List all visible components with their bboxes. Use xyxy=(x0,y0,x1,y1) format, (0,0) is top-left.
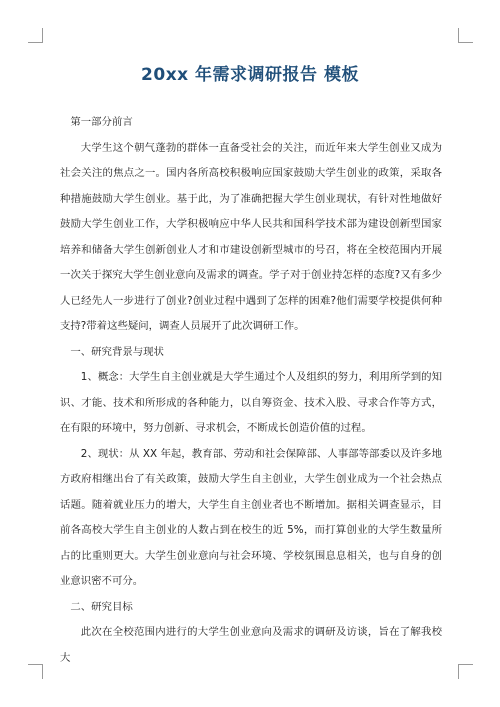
section-heading-background: 一、研究背景与现状 xyxy=(70,345,164,358)
section-heading-goals: 二、研究目标 xyxy=(70,600,133,613)
crop-mark-bottom-left xyxy=(28,664,43,679)
crop-mark-top-right xyxy=(458,28,473,43)
crop-mark-bottom-right xyxy=(458,664,473,679)
crop-mark-top-left xyxy=(28,28,43,43)
paragraph-concept: 1、概念：大学生自主创业就是大学生通过个人及组织的努力，利用所学到的知识、才能、技术和所形成的各种能力，以自筹资金、技术入股、寻求合作等方式，在有限的环境中，努力创新、寻求机会，不断成长创造价值的过程。 xyxy=(60,371,442,434)
paragraph-status: 2、现状：从 XX 年起，教育部、劳动和社会保障部、人事部等部委以及许多地方政府相继出台了有关政策，鼓励大学生自主创业，大学生创业成为一个社会热点话题。随着就业压力的增大，大学生自主创业者也不断增加。据相关调查显示，目前各高校大学生自主创业的人数占到在校生的近 5%，而打算创业的大学生数量所占的比重则更大。大学生创业意向与社会环境、学校氛围息息相关，也与自身的创业意识密不可分。 xyxy=(60,447,442,587)
paragraph-goals: 此次在全校范围内进行的大学生创业意向及需求的调研及访谈，旨在了解我校大 xyxy=(60,626,442,664)
document-title: 20xx 年需求调研报告 模板 xyxy=(141,65,359,85)
section-heading-preface: 第一部分前言 xyxy=(70,116,133,128)
paragraph-preface: 大学生这个朝气蓬勃的群体一直备受社会的关注，而近年来大学生创业又成为社会关注的焦点之一。国内各所高校积极响应国家鼓励大学生创业的政策，采取各种措施鼓励大学生创业。基于此，为了准确把握大学生创业现状，有针对性地做好鼓励大学生创业工作，大学积极响应中华人民共和国科学技术部为建设创新型国家培养和储备大学生创新创业人才和市建设创新型城市的号召，将在全校范围内开展一次关于探究大学生创业意向及需求的调查。学子对于创业持怎样的态度?又有多少人已经先人一步进行了创业?创业过程中遇到了怎样的困难?他们需要学校提供何种支持?带着这些疑问，调查人员展开了此次调研工作。 xyxy=(60,141,442,332)
document-body xyxy=(60,110,442,671)
